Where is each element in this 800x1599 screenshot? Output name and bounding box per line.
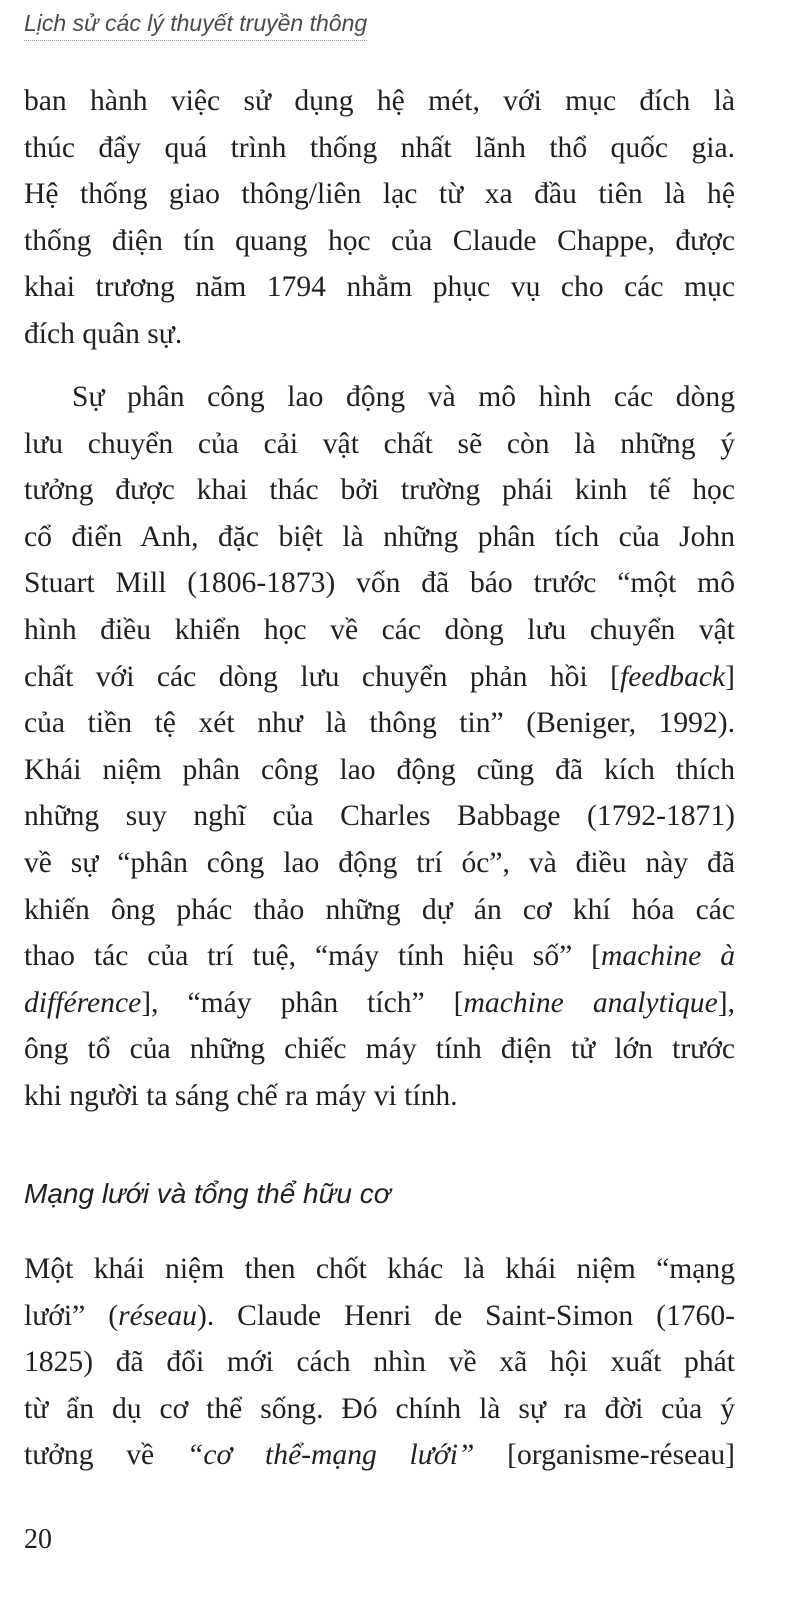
text-line: ông tổ của những chiếc máy tính điện tử lớn trước xyxy=(24,1033,735,1066)
text-run: ], xyxy=(717,986,736,1019)
text-line: Một khái niệm then chốt khác là khái niệm “mạng xyxy=(24,1253,735,1285)
italic-term: machine à xyxy=(601,940,736,973)
text-line xyxy=(24,980,735,1027)
italic-term: machine analytique xyxy=(463,986,718,1019)
text-line: cổ điển Anh, đặc biệt là những phân tích của John xyxy=(24,520,735,553)
text-line: thúc đẩy quá trình thống nhất lãnh thổ quốc gia. xyxy=(24,131,735,164)
text-line: tưởng được khai thác bởi trường phái kinh tế học xyxy=(24,474,735,507)
text-line xyxy=(24,654,735,701)
text-run: ] xyxy=(725,660,735,693)
text-line: khiến ông phác thảo những dự án cơ khí hóa các xyxy=(24,893,735,926)
text-line: Hệ thống giao thông/liên lạc từ xa đầu tiên là hệ xyxy=(24,178,735,211)
text-line: của tiền tệ xét như là thông tin” (Beniger, 1992). xyxy=(24,707,735,740)
text-line: những suy nghĩ của Charles Babbage (1792-1871) xyxy=(24,800,735,833)
text-line xyxy=(24,1293,735,1340)
text-line xyxy=(24,933,735,980)
text-run: thao tác của trí tuệ, “máy tính hiệu số” [ xyxy=(24,940,602,973)
italic-term: feedback xyxy=(619,660,726,693)
italic-term: “cơ thể-mạng lưới” xyxy=(186,1439,475,1472)
text-line: từ ẩn dụ cơ thể sống. Đó chính là sự ra đời của ý xyxy=(24,1392,735,1425)
running-header: Lịch sử các lý thuyết truyền thông xyxy=(24,6,367,41)
text-line: lưu chuyển của cải vật chất sẽ còn là những ý xyxy=(24,427,735,460)
text-run: lưới” ( xyxy=(24,1299,119,1332)
text-line: hình điều khiển học về các dòng lưu chuyển vật xyxy=(24,613,735,646)
text-line: 1825) đã đổi mới cách nhìn về xã hội xuất phát xyxy=(24,1346,735,1379)
text-line xyxy=(24,1432,735,1479)
text-line: khi người ta sáng chế ra máy vi tính. xyxy=(24,1079,458,1112)
text-line: Khái niệm phân công lao động cũng đã kích thích xyxy=(24,753,735,786)
text-run: tưởng về xyxy=(24,1439,187,1472)
text-run: ). Claude Henri de Saint-Simon (1760- xyxy=(196,1299,735,1332)
text-run: chất với các dòng lưu chuyển phản hồi [ xyxy=(24,660,620,693)
paragraph-3 xyxy=(24,1246,735,1479)
text-line: Stuart Mill (1806-1873) vốn đã báo trước “một mô xyxy=(24,567,735,600)
text-line xyxy=(24,374,735,421)
text-line: về sự “phân công lao động trí óc”, và điều này đã xyxy=(24,846,735,879)
text-line: khai trương năm 1794 nhằm phục vụ cho các mục xyxy=(24,271,735,304)
page-number: 20 xyxy=(24,1524,52,1555)
text-run: ], “máy phân tích” [ xyxy=(141,986,464,1019)
paragraph-1 xyxy=(24,78,735,358)
text-line: thống điện tín quang học của Claude Chappe, được xyxy=(24,224,735,257)
text-line: đích quân sự. xyxy=(24,317,183,350)
italic-term: différence xyxy=(24,986,142,1019)
text-run: Sự phân công lao động và mô hình các dòng xyxy=(72,381,735,413)
text-run: [organisme-réseau] xyxy=(474,1439,736,1472)
italic-term: réseau xyxy=(118,1299,197,1332)
text-line: ban hành việc sử dụng hệ mét, với mục đích là xyxy=(24,85,735,117)
section-heading: Mạng lưới và tổng thể hữu cơ xyxy=(24,1178,391,1209)
paragraph-2 xyxy=(24,374,735,1120)
